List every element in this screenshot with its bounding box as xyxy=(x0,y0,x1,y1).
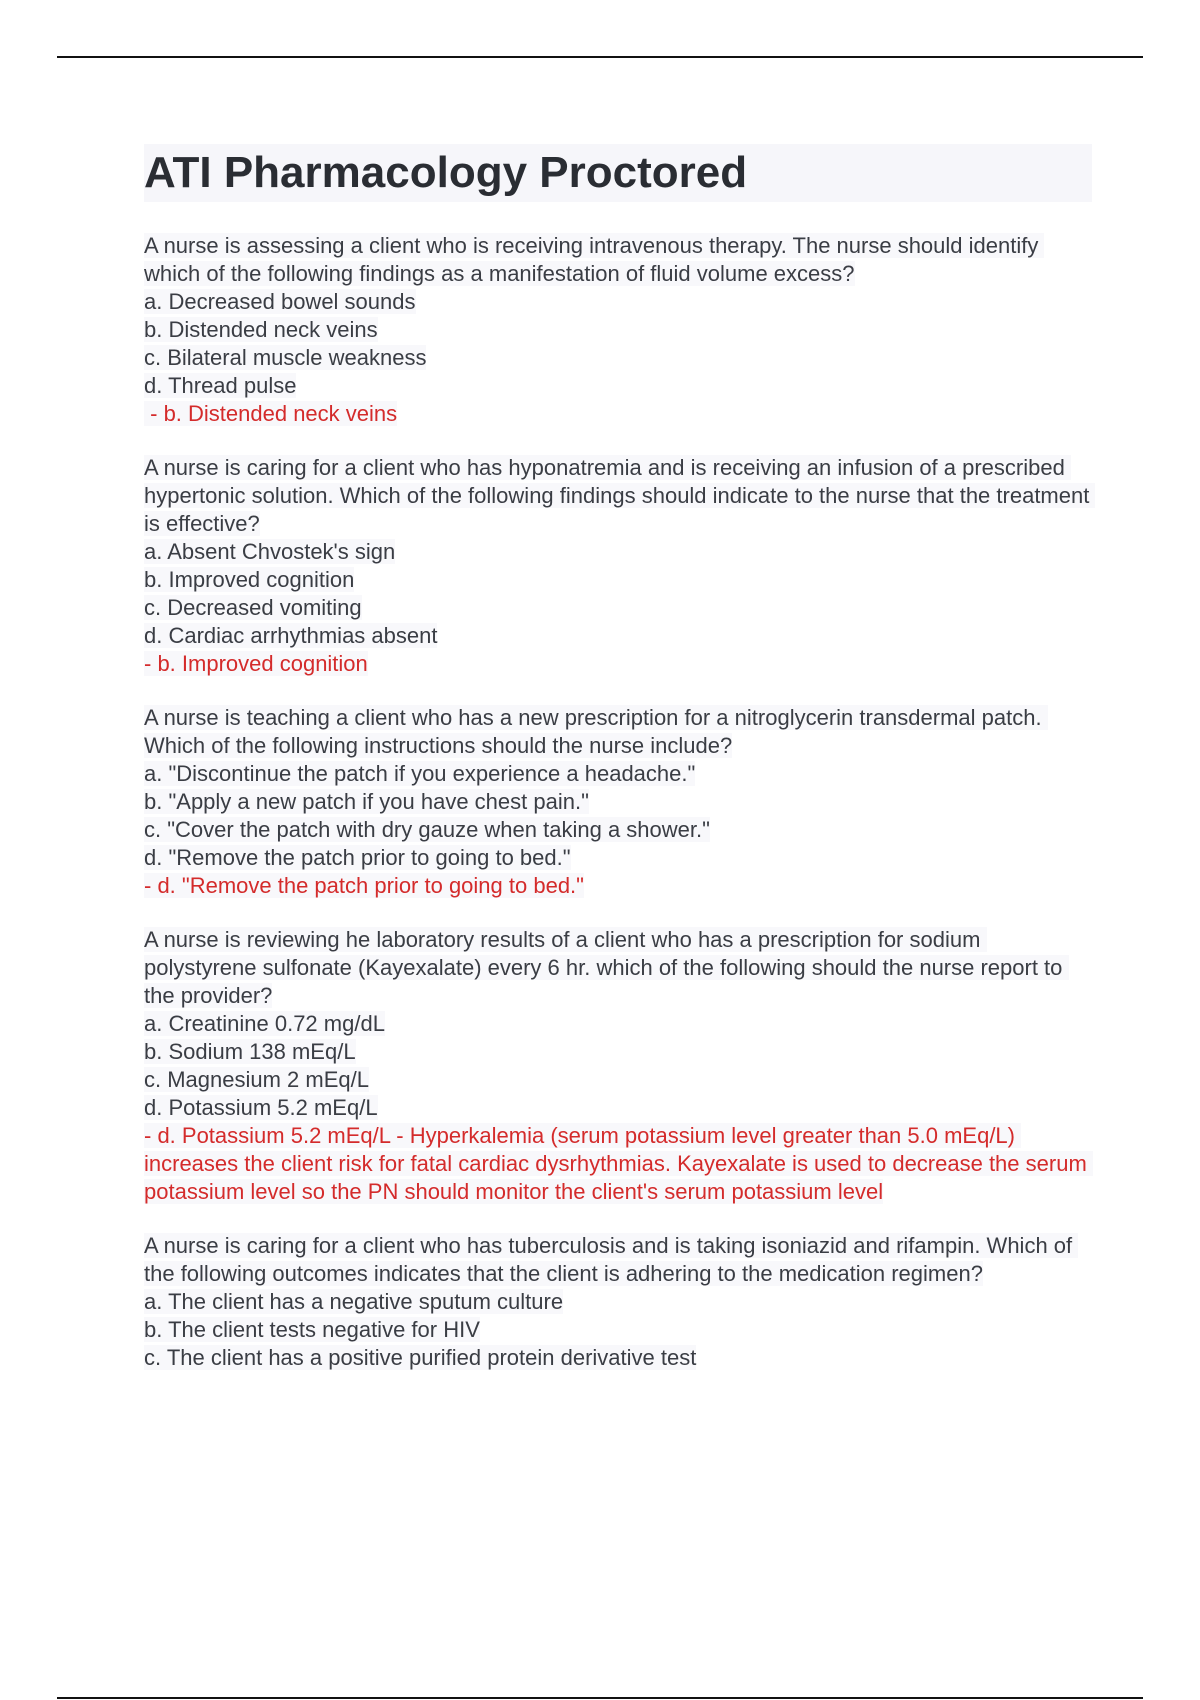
answer-option: d. Cardiac arrhythmias absent xyxy=(144,623,438,648)
question-stem: A nurse is reviewing he laboratory results of a client who has a prescription for sodium polystyrene sulfonate (Kayexalate) every 6 hr. which of the following should the nurse report to the provider? xyxy=(144,927,1069,1008)
answer-option: b. Sodium 138 mEq/L xyxy=(144,1039,356,1064)
correct-answer: - b. Distended neck veins xyxy=(144,401,398,426)
answer-option: a. The client has a negative sputum culture xyxy=(144,1289,564,1314)
answer-option: c. The client has a positive purified protein derivative test xyxy=(144,1345,697,1370)
header-rule xyxy=(57,56,1143,58)
answer-option: b. Improved cognition xyxy=(144,567,355,592)
correct-answer: - d. Potassium 5.2 mEq/L - Hyperkalemia (serum potassium level greater than 5.0 mEq/L) increases the client risk for fatal cardiac dysrhythmias. Kayexalate is used to decrease the serum potassium level so the PN should monitor the client's serum potassium level xyxy=(144,1123,1093,1204)
question-block-3 xyxy=(144,704,1092,900)
answer-option: b. "Apply a new patch if you have chest pain." xyxy=(144,789,589,814)
answer-option: c. Decreased vomiting xyxy=(144,595,362,620)
correct-answer: - b. Improved cognition xyxy=(144,651,368,676)
answer-option: c. Magnesium 2 mEq/L xyxy=(144,1067,369,1092)
question-block-4 xyxy=(144,926,1092,1206)
answer-option: d. Thread pulse xyxy=(144,373,297,398)
answer-option: c. "Cover the patch with dry gauze when taking a shower." xyxy=(144,817,710,842)
question-stem: A nurse is caring for a client who has tuberculosis and is taking isoniazid and rifampin. Which of the following outcomes indicates that the client is adhering to the medication regimen? xyxy=(144,1233,1079,1286)
question-block-2 xyxy=(144,454,1096,678)
answer-option: a. "Discontinue the patch if you experience a headache." xyxy=(144,761,696,786)
answer-option: d. "Remove the patch prior to going to bed." xyxy=(144,845,571,870)
question-stem: A nurse is teaching a client who has a new prescription for a nitroglycerin transdermal patch. Which of the following instructions should the nurse include? xyxy=(144,705,1048,758)
document-title: ATI Pharmacology Proctored xyxy=(144,148,748,197)
correct-answer: - d. "Remove the patch prior to going to bed." xyxy=(144,873,584,898)
answer-option: a. Decreased bowel sounds xyxy=(144,289,416,314)
answer-option: b. Distended neck veins xyxy=(144,317,378,342)
question-block-1 xyxy=(144,232,1092,428)
question-stem: A nurse is caring for a client who has hyponatremia and is receiving an infusion of a prescribed hypertonic solution. Which of the following findings should indicate to the nurse that the treatment is effective? xyxy=(144,455,1096,536)
answer-option: a. Creatinine 0.72 mg/dL xyxy=(144,1011,385,1036)
title-band xyxy=(144,144,1092,202)
answer-option: d. Potassium 5.2 mEq/L xyxy=(144,1095,378,1120)
question-stem: A nurse is assessing a client who is receiving intravenous therapy. The nurse should identify which of the following findings as a manifestation of fluid volume excess? xyxy=(144,233,1045,286)
question-block-5 xyxy=(144,1232,1092,1372)
footer-rule xyxy=(57,1697,1143,1699)
answer-option: a. Absent Chvostek's sign xyxy=(144,539,396,564)
answer-option: c. Bilateral muscle weakness xyxy=(144,345,427,370)
document-body xyxy=(144,144,1096,1398)
answer-option: b. The client tests negative for HIV xyxy=(144,1317,480,1342)
